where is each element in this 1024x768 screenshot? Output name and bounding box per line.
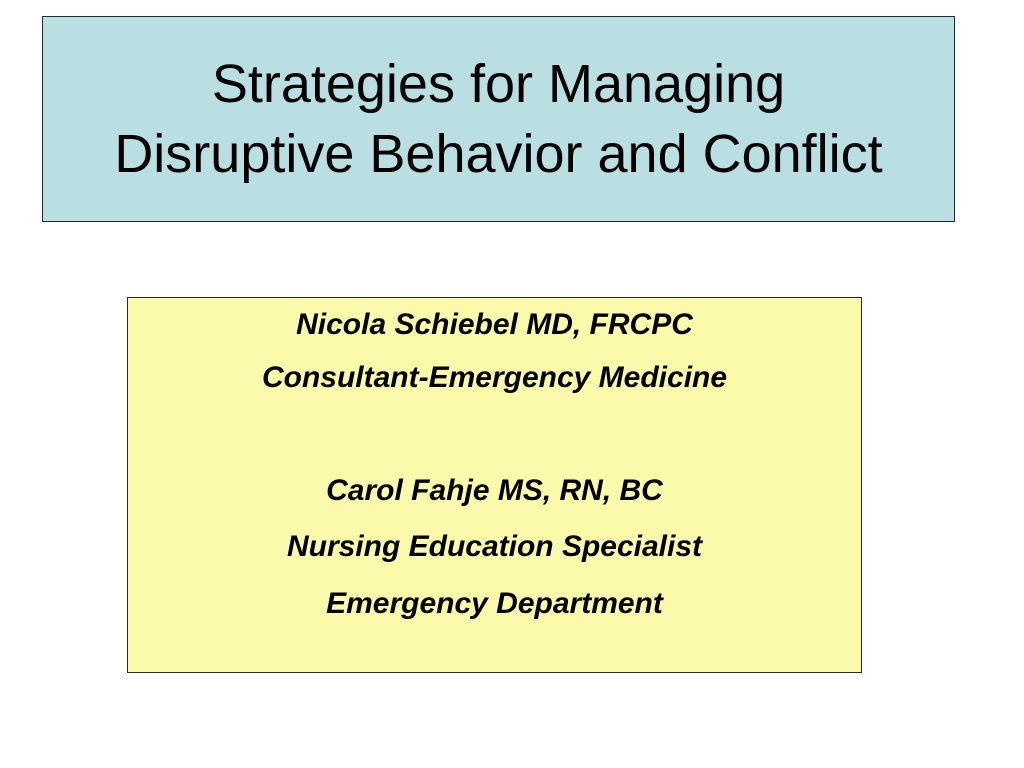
slide-title-line-2: Disruptive Behavior and Conflict [114,124,883,184]
author-1-name: Nicola Schiebel MD, FRCPC [296,308,693,341]
slide-title-box [42,16,955,222]
slide-title-line-1: Strategies for Managing [211,54,786,114]
author-info-box [127,297,862,673]
author-1-role: Consultant-Emergency Medicine [261,361,728,394]
author-2-department: Emergency Department [326,587,663,620]
author-2-name: Carol Fahje MS, RN, BC [326,474,663,507]
author-2-role: Nursing Education Specialist [286,530,703,563]
